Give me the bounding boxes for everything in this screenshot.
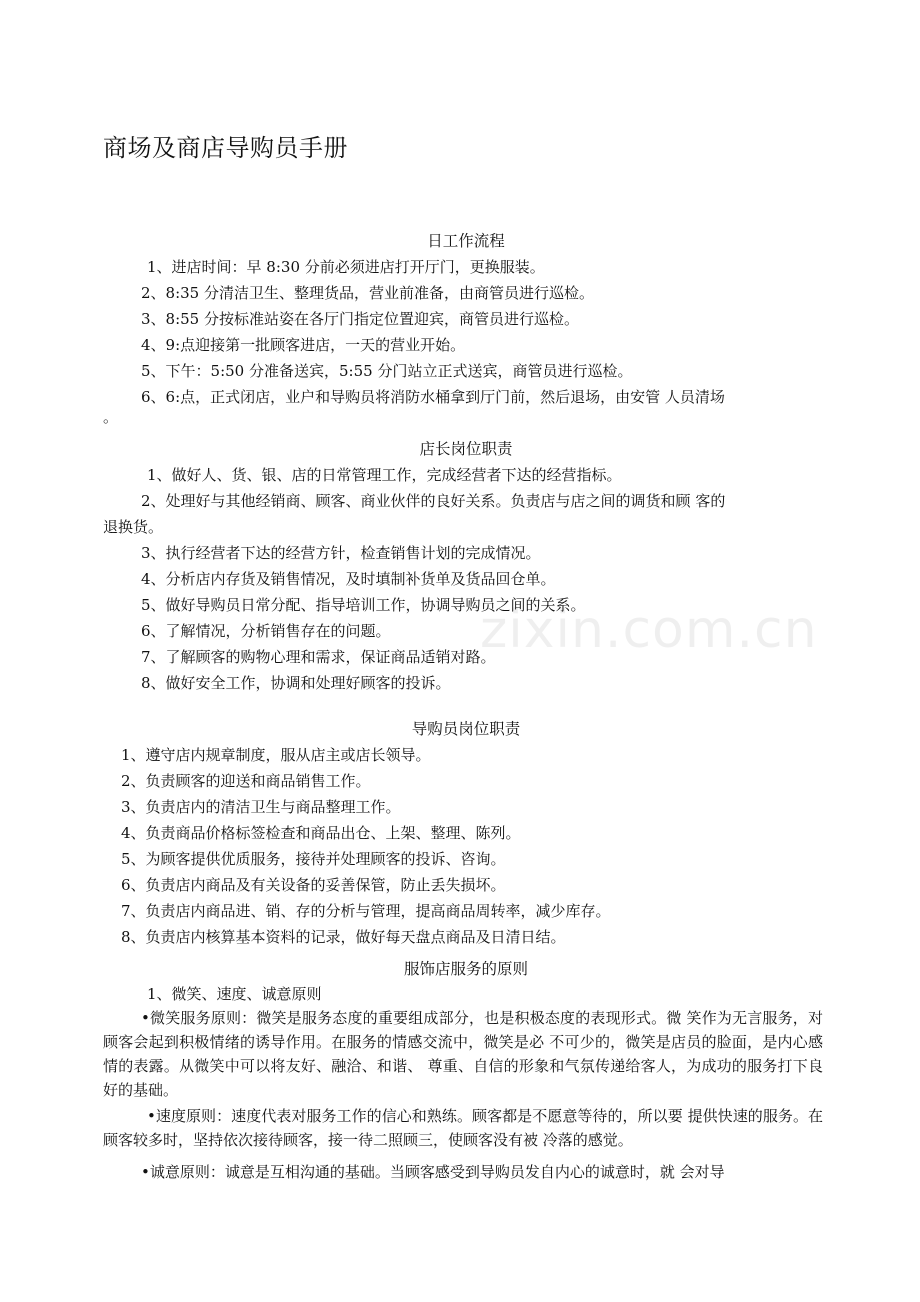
list-item: 6、负责店内商品及有关设备的妥善保管，防止丢失损坏。 [121, 876, 506, 894]
list-item: 2、处理好与其他经销商、顾客、商业伙伴的良好关系。负责店与店之间的调货和顾 客的 [141, 492, 726, 510]
list-item: 7、负责店内商品进、销、存的分析与管理，提高商品周转率，减少库存。 [121, 902, 611, 920]
paragraph-sincerity-principle: •诚意原则：诚意是互相沟通的基础。当顾客感受到导购员发自内心的诚意时，就 会对导 [141, 1163, 725, 1181]
list-item: 6、了解情况，分析销售存在的问题。 [141, 622, 391, 640]
list-item: 5、下午：5:50 分准备送宾，5:55 分门站立正式送宾，商管员进行巡检。 [141, 362, 633, 380]
list-item: 1、遵守店内规章制度，服从店主或店长领导。 [121, 746, 431, 764]
list-item: 1、做好人、货、银、店的日常管理工作，完成经营者下达的经营指标。 [147, 466, 622, 484]
watermark: zixin.com.cn [480, 600, 818, 660]
section-title: 日工作流程 [427, 232, 505, 250]
section-title: 服饰店服务的原则 [403, 960, 528, 978]
list-item: 3、负责店内的清洁卫生与商品整理工作。 [121, 798, 401, 816]
section-subtitle: 1、微笑、速度、诚意原则 [147, 985, 322, 1003]
list-item: 4、9:点迎接第一批顾客进店，一天的营业开始。 [141, 336, 466, 354]
section-title: 店长岗位职责 [419, 440, 513, 458]
list-item: 8、负责店内核算基本资料的记录，做好每天盘点商品及日清日结。 [121, 928, 566, 946]
list-item: 5、做好导购员日常分配、指导培训工作，协调导购员之间的关系。 [141, 596, 586, 614]
list-item: 4、负责商品价格标签检查和商品出仓、上架、整理、陈列。 [121, 824, 521, 842]
paragraph-speed-principle: •速度原则：速度代表对服务工作的信心和熟练。顾客都是不愿意等待的，所以要 提供快速的服务。在顾客较多时，坚持依次接待顾客，接一待二照顾三，使顾客没有被 冷落的感觉。 [103, 1107, 823, 1149]
list-item: 2、8:35 分清洁卫生、整理货品，营业前准备，由商管员进行巡检。 [141, 284, 594, 302]
list-item: 8、做好安全工作，协调和处理好顾客的投诉。 [141, 674, 451, 692]
section-service-principles [103, 956, 823, 1184]
list-item: 3、8:55 分按标准站姿在各厅门指定位置迎宾，商管员进行巡检。 [141, 310, 579, 328]
list-item: 3、执行经营者下达的经营方针，检查销售计划的完成情况。 [141, 544, 541, 562]
list-item: 5、为顾客提供优质服务，接待并处理顾客的投诉、咨询。 [121, 850, 506, 868]
section-guide-duties [103, 716, 823, 950]
document-title: 商场及商店导购员手册 [103, 134, 348, 162]
list-item-continuation: 退换货。 [103, 518, 164, 536]
list-item-continuation: 。 [103, 408, 119, 426]
section-title: 导购员岗位职责 [411, 720, 521, 738]
list-item: 1、进店时间：早 8:30 分前必须进店打开厅门，更换服装。 [147, 258, 545, 276]
section-daily-workflow [103, 228, 823, 430]
list-item: 2、负责顾客的迎送和商品销售工作。 [121, 772, 371, 790]
list-item: 4、分析店内存货及销售情况，及时填制补货单及货品回仓单。 [141, 570, 556, 588]
section-manager-duties [103, 436, 823, 696]
list-item: 6、6:点，正式闭店，业户和导购员将消防水桶拿到厅门前，然后退场，由安管 人员清场 [141, 388, 725, 406]
paragraph-smile-principle: •微笑服务原则：微笑是服务态度的重要组成部分，也是积极态度的表现形式。微 笑作为无言服务，对顾客会起到积极情绪的诱导作用。在服务的情感交流中，微笑是必 不可少的，微笑是店员的脸面，是内心感情的表露。从微笑中可以将友好、融洽、和谐、 尊重、自信的形象和气氛传递给客人，为成功的服务打下良好的基础。 [103, 1009, 823, 1099]
list-item: 7、了解顾客的购物心理和需求，保证商品适销对路。 [141, 648, 496, 666]
